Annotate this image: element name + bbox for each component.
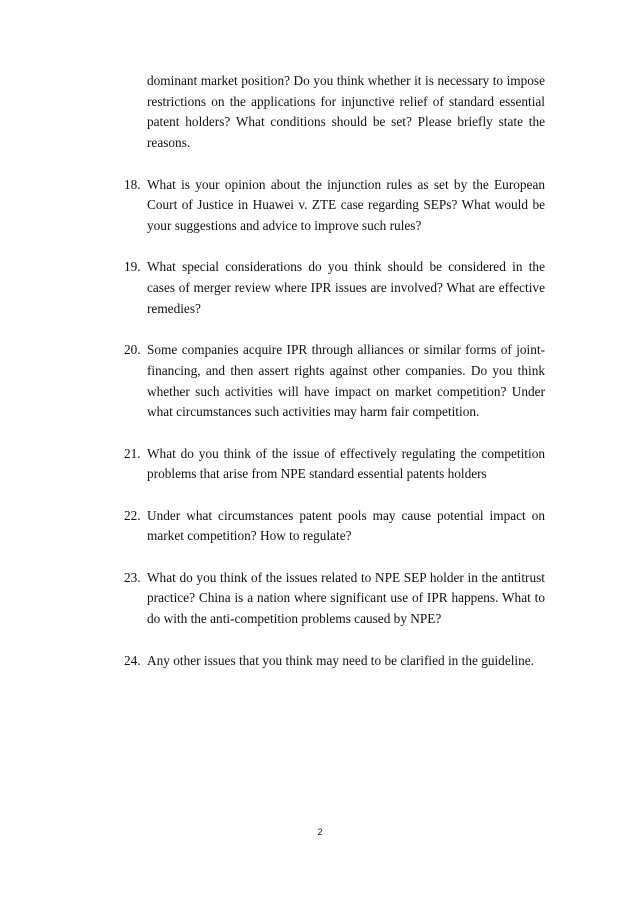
list-item-21: [124, 444, 545, 485]
question-list: [124, 71, 545, 671]
item-text: What do you think of the issue of effectively regulating the competition problems that arise from NPE standard essential patents holders: [147, 445, 545, 482]
item-number: 23.: [124, 569, 141, 585]
item-number: 18.: [124, 176, 141, 192]
item-text: Any other issues that you think may need to be clarified in the guideline.: [147, 652, 534, 668]
item-text: What do you think of the issues related to NPE SEP holder in the antitrust practice? China is a nation where significant use of IPR happens. What to do with the anti-competition problems caused by NPE?: [147, 569, 545, 627]
list-item-24: [124, 651, 545, 672]
item-number: 20.: [124, 342, 141, 358]
item-text: Some companies acquire IPR through alliances or similar forms of joint-financing, and then assert rights against other companies. Do you think whether such activities will have impact on market competition? Under what circumstances such activities may harm fair competition.: [147, 342, 545, 420]
continuation-paragraph: dominant market position? Do you think whether it is necessary to impose restrictions on the applications for injunctive relief of standard essential patent holders? What conditions should be set? Please briefly state the reasons.: [147, 73, 545, 151]
list-item-18: [124, 175, 545, 237]
page-number: 2: [317, 827, 323, 837]
item-number: 22.: [124, 507, 141, 523]
item-text: What special considerations do you think should be considered in the cases of merger review where IPR issues are involved? What are effective remedies?: [147, 259, 545, 316]
list-item-23: [124, 568, 545, 630]
item-number: 24.: [124, 652, 141, 668]
item-number: 19.: [124, 259, 141, 275]
item-text: What is your opinion about the injunction rules as set by the European Court of Justice in Huawei v. ZTE case regarding SEPs? What would be your suggestions and advice to improve such rules?: [147, 176, 545, 233]
item-number: 21.: [124, 445, 141, 461]
list-item-22: [124, 506, 545, 547]
list-item-20: [124, 340, 545, 423]
item-text: Under what circumstances patent pools may cause potential impact on market competition? How to regulate?: [147, 507, 545, 544]
list-item-19: [124, 257, 545, 319]
